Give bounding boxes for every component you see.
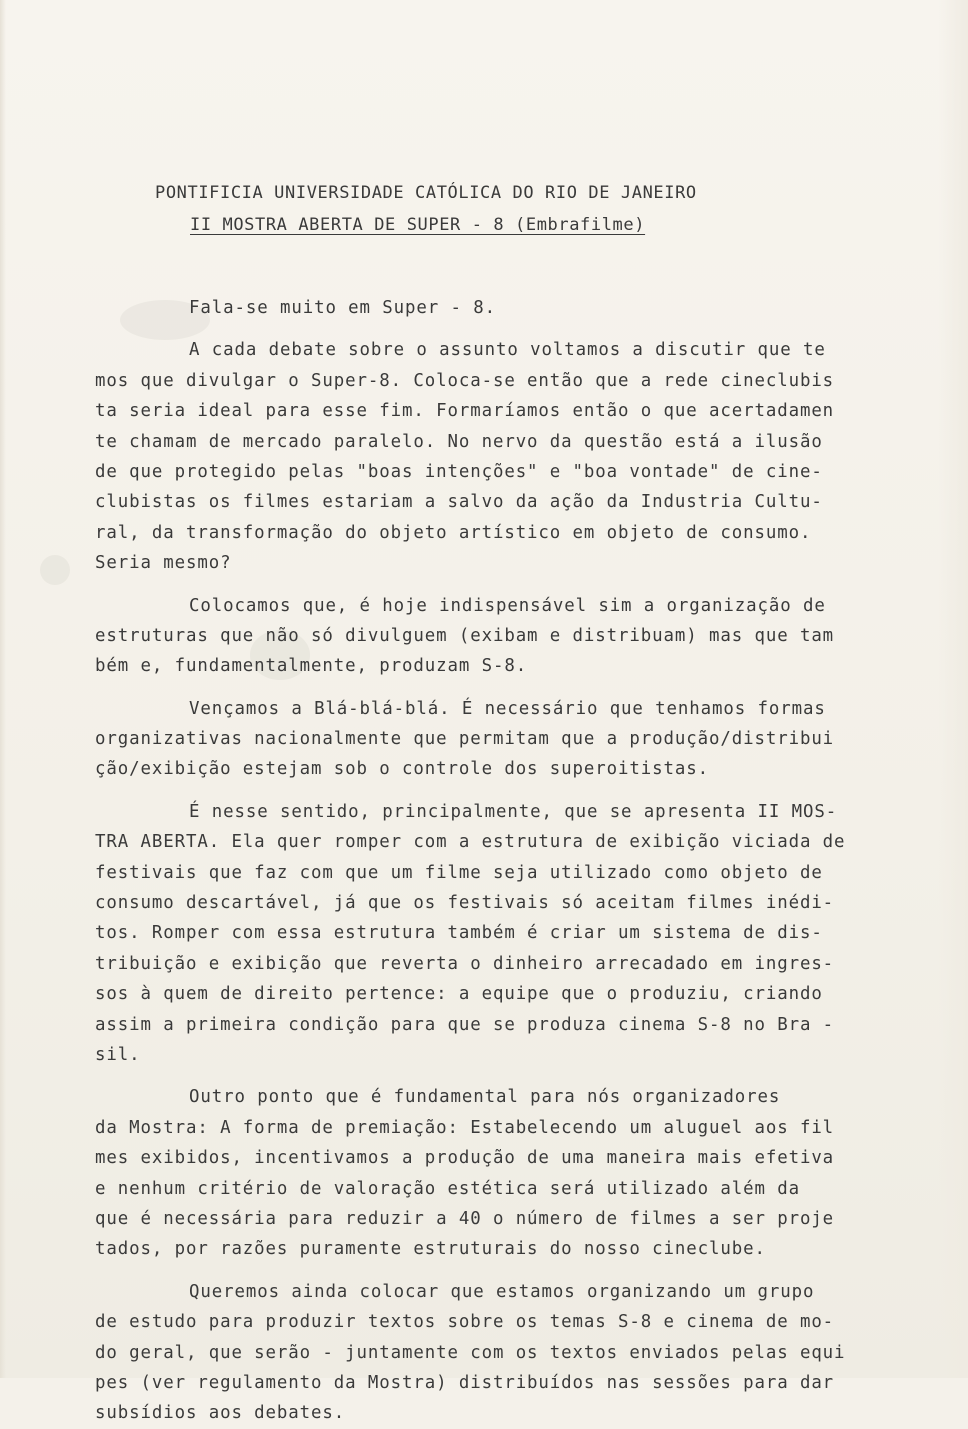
- text-line: de que protegido pelas "boas intenções" e "boa vontade" de cine-: [95, 461, 823, 482]
- text-line: Fala-se muito em Super - 8.: [189, 298, 496, 318]
- paragraph: [95, 1277, 895, 1429]
- paragraph-gap: [95, 682, 895, 694]
- text-line: A cada debate sobre o assunto voltamos a discutir que te: [189, 340, 826, 361]
- text-line: Colocamos que, é hoje indispensável sim a organização de: [189, 595, 826, 616]
- text-line: tos. Romper com essa estrutura também é criar um sistema de dis-: [95, 923, 823, 944]
- text-line: bém e, fundamentalmente, produzam S-8.: [95, 656, 528, 677]
- text-line: tribuição e exibição que reverta o dinheiro arrecadado em ingres-: [95, 953, 835, 974]
- text-line: clubistas os filmes estariam a salvo da ação da Industria Cultu-: [95, 492, 823, 513]
- text-line: festivais que faz com que um filme seja utilizado como objeto de: [95, 862, 823, 883]
- text-line: Seria mesmo?: [95, 553, 232, 574]
- text-line: Vençamos a Blá-blá-blá. É necessário que tenhamos formas: [189, 698, 826, 719]
- text-line: consumo descartável, já que os festivais só aceitam filmes inédi-: [95, 893, 835, 914]
- text-line: estruturas que não só divulguem (exibam e distribuam) mas que tam: [95, 625, 835, 646]
- text-line: e nenhum critério de valoração estética será utilizado além da: [95, 1178, 800, 1199]
- text-line: mos que divulgar o Super-8. Coloca-se então que a rede cineclubis: [95, 370, 835, 391]
- paper-edge-right: [938, 0, 968, 1378]
- text-line: mes exibidos, incentivamos a produção de uma maneira mais efetiva: [95, 1148, 835, 1169]
- text-line: assim a primeira condição para que se produza cinema S-8 no Bra -: [95, 1014, 835, 1035]
- paragraph-gap: [95, 1070, 895, 1082]
- text-line: sos à quem de direito pertence: a equipe que o produziu, criando: [95, 984, 823, 1005]
- text-line: te chamam de mercado paralelo. No nervo da questão está a ilusão: [95, 431, 823, 452]
- institution-title: PONTIFICIA UNIVERSIDADE CATÓLICA DO RIO DE JANEIRO: [155, 183, 697, 203]
- text-line: ral, da transformação do objeto artístico em objeto de consumo.: [95, 522, 812, 543]
- paragraph-gap: [95, 1265, 895, 1277]
- paper-edge-left: [0, 0, 6, 1378]
- text-line: de estudo para produzir textos sobre os temas S-8 e cinema de mo-: [95, 1312, 835, 1333]
- event-title: II MOSTRA ABERTA DE SUPER - 8 (Embrafilme): [190, 215, 646, 235]
- text-line: da Mostra: A forma de premiação: Estabelecendo um aluguel aos fil: [95, 1117, 835, 1138]
- paragraph: [95, 694, 895, 785]
- paragraph: [95, 797, 895, 1071]
- text-line: subsídios aos debates.: [95, 1403, 346, 1424]
- text-line: É nesse sentido, principalmente, que se apresenta II MOS-: [189, 801, 838, 822]
- paragraph-gap: [95, 323, 895, 335]
- text-line: ta seria ideal para esse fim. Formaríamos então o que acertadamen: [95, 401, 835, 422]
- text-line: do geral, que serão - juntamente com os textos enviados pelas equi: [95, 1342, 846, 1363]
- paragraph: [95, 335, 895, 578]
- text-line: tados, por razões puramente estruturais do nosso cineclube.: [95, 1239, 766, 1260]
- paragraph-gap: [95, 785, 895, 797]
- text-line: que é necessária para reduzir a 40 o número de filmes a ser proje: [95, 1208, 835, 1229]
- paragraph-gap: [95, 579, 895, 591]
- text-line: organizativas nacionalmente que permitam que a produção/distribui: [95, 729, 835, 750]
- text-line: sil.: [95, 1044, 141, 1065]
- text-line: pes (ver regulamento da Mostra) distribuídos nas sessões para dar: [95, 1372, 835, 1393]
- document-body: [95, 293, 895, 1429]
- paragraph: [95, 1082, 895, 1264]
- text-line: Queremos ainda colocar que estamos organizando um grupo: [189, 1281, 815, 1302]
- text-line: ção/exibição estejam sob o controle dos superoitistas.: [95, 759, 709, 780]
- text-line: Outro ponto que é fundamental para nós organizadores: [189, 1087, 781, 1108]
- paragraph: [95, 293, 895, 323]
- text-line: TRA ABERTA. Ela quer romper com a estrutura de exibição viciada de: [95, 832, 846, 853]
- paragraph: [95, 591, 895, 682]
- paper-stain: [40, 555, 70, 585]
